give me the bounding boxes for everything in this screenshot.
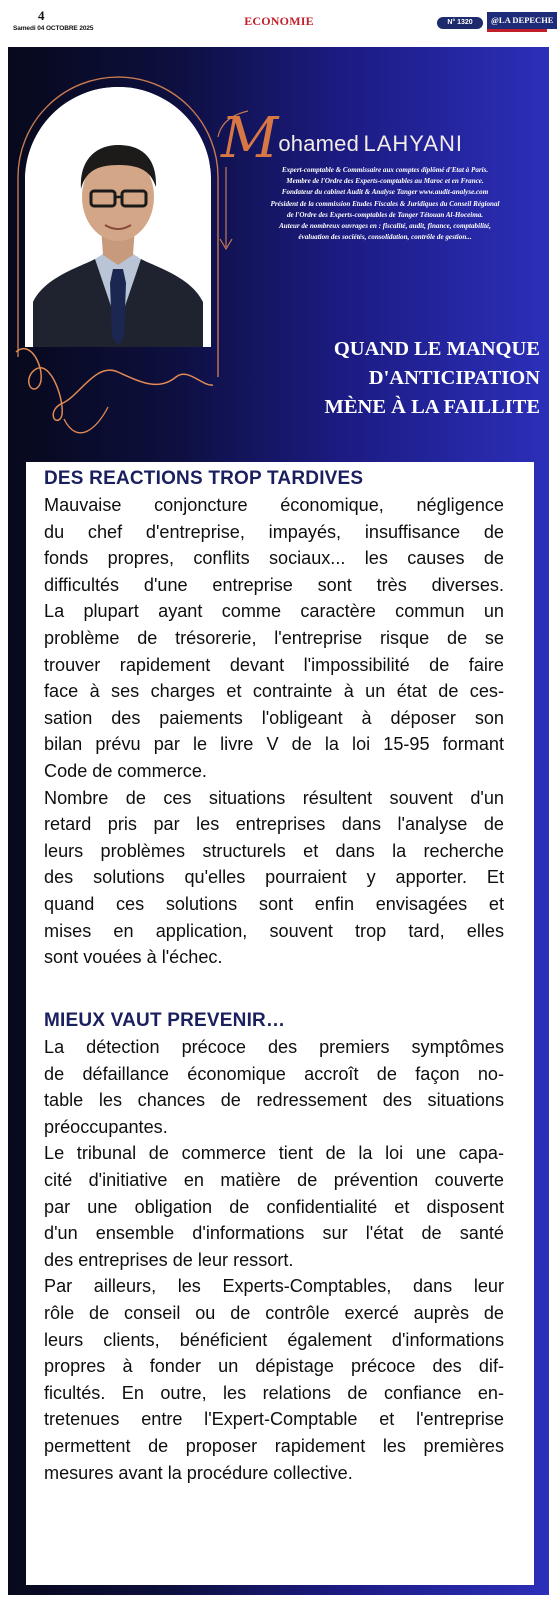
author-photo [25, 87, 211, 347]
body-text-line: propres à fonder un dépistage précoce des dif- [44, 1356, 504, 1377]
body-text-line: permettent de proposer rapidement les premières [44, 1435, 504, 1456]
body-text-line: leurs problèmes structurels et dans la recherche [44, 840, 504, 861]
section-title: ECONOMIE [244, 14, 314, 28]
author-last-name: LAHYANI [363, 131, 464, 156]
body-text-line: sont vouées à l'échec. [44, 947, 223, 968]
body-text-line: sation des paiements l'obligeant à déposer son [44, 707, 504, 728]
body-text-line: bilan prévu par le livre V de la loi 15-95 formant [44, 734, 504, 755]
newspaper-name: LA DEPECHE [498, 15, 554, 25]
author-bio [240, 165, 530, 243]
body-text-line: problème de trésorerie, l'entreprise risque de se [44, 627, 504, 648]
body-text-line: leurs clients, bénéficient également d'informations [44, 1329, 504, 1350]
issue-number-badge: N° 1320 [437, 17, 483, 29]
bio-line: Membre de l'Ordre des Experts-comptables au Maroc et en France. [286, 177, 484, 186]
body-text-line: rôle de conseil ou de contrôle exercé auprès de [44, 1302, 504, 1323]
body-text-line: d'un ensemble d'informations sur l'état de santé [44, 1223, 504, 1244]
bio-line: Auteur de nombreux ouvrages en : fiscalité, audit, finance, comptabilité, [279, 222, 491, 231]
headline-line: D'ANTICIPATION [368, 367, 540, 389]
section-paragraphs [44, 1034, 504, 1486]
issue-date: Samedi 04 OCTOBRE 2025 [13, 25, 94, 32]
body-text-line: face à ses charges et contrainte à un état de ces- [44, 681, 504, 702]
headline-line: MÈNE À LA FAILLITE [324, 396, 540, 418]
article-headline [240, 335, 540, 422]
at-sign-icon: @ [491, 15, 499, 25]
body-text-line: difficultés d'une entreprise sont très diverses. [44, 574, 504, 595]
headline-line: QUAND LE MANQUE [333, 338, 540, 360]
bio-line: Expert-comptable & Commissaire aux comptes diplômé d'Etat à Paris. [281, 166, 489, 174]
body-text-line: tretenues entre l'Expert-Comptable et l'entreprise [44, 1409, 504, 1430]
author-first-name: ohamed [278, 131, 360, 156]
body-text-line: mesures avant la procédure collective. [44, 1462, 353, 1483]
body-text-line: fonds propres, conflits sociaux... les causes de [44, 548, 504, 569]
body-text-line: de défaillance économique accroît de façon no- [44, 1063, 504, 1084]
body-text-line: Mauvaise conjoncture économique, négligence [44, 495, 504, 515]
body-text-line: Le tribunal de commerce tient de la loi une capa- [44, 1143, 504, 1164]
body-text-line: Code de commerce. [44, 760, 207, 781]
section-heading: MIEUX VAUT PREVENIR… [44, 1010, 286, 1031]
section-paragraphs [44, 492, 504, 971]
article-section [44, 466, 504, 971]
bio-line: de l'Ordre des Experts-comptables de Tanger Tétouan Al-Hoceima. [286, 210, 484, 219]
body-text-line: cité d'initiative en matière de prévention couverte [44, 1169, 504, 1190]
body-text-line: trouver rapidement devant l'impossibilité de faire [44, 654, 504, 675]
body-text-line: La plupart ayant comme caractère commun un [44, 601, 504, 622]
author-initial: M [221, 106, 279, 171]
body-text-line: des entreprises de leur ressort. [44, 1249, 294, 1270]
body-text-line: La détection précoce des premiers symptômes [44, 1037, 504, 1057]
body-text-line: préoccupantes. [44, 1116, 168, 1137]
body-text-line: quand ces solutions sont enfin envisagées et [44, 893, 504, 914]
bio-line: Fondateur du cabinet Audit & Analyse Tanger www.audit-analyse.com [281, 188, 489, 197]
page-number: 4 [38, 8, 45, 23]
page-header [0, 0, 558, 40]
section-heading: DES REACTIONS TROP TARDIVES [44, 468, 364, 489]
body-text-line: par une obligation de confidentialité et disposent [44, 1196, 504, 1217]
logo-stripe [487, 29, 547, 32]
body-text-line: du chef d'entreprise, impayés, insuffisance de [44, 521, 504, 542]
body-text-line: des solutions qu'elles pourraient y apporter. Et [44, 867, 504, 888]
bio-line: Président de la commission Etudes Fiscales & Juridiques du Conseil Régional [270, 199, 500, 208]
article-section [44, 1008, 504, 1486]
newspaper-logo [487, 12, 557, 29]
body-text-line: mises en application, souvent trop tard, elles [44, 920, 504, 941]
body-text-line: ficultés. En outre, les relations de confiance en- [44, 1382, 504, 1403]
body-text-line: table les chances de redressement des situations [44, 1090, 504, 1111]
body-text-line: retard pris par les entreprises dans l'analyse de [44, 814, 504, 835]
body-text-line: Par ailleurs, les Experts-Comptables, dans leur [44, 1276, 504, 1297]
body-text-line: Nombre de ces situations résultent souvent d'un [44, 787, 504, 808]
bio-line: évaluation des sociétés, consolidation, contrôle de gestion... [298, 233, 472, 242]
